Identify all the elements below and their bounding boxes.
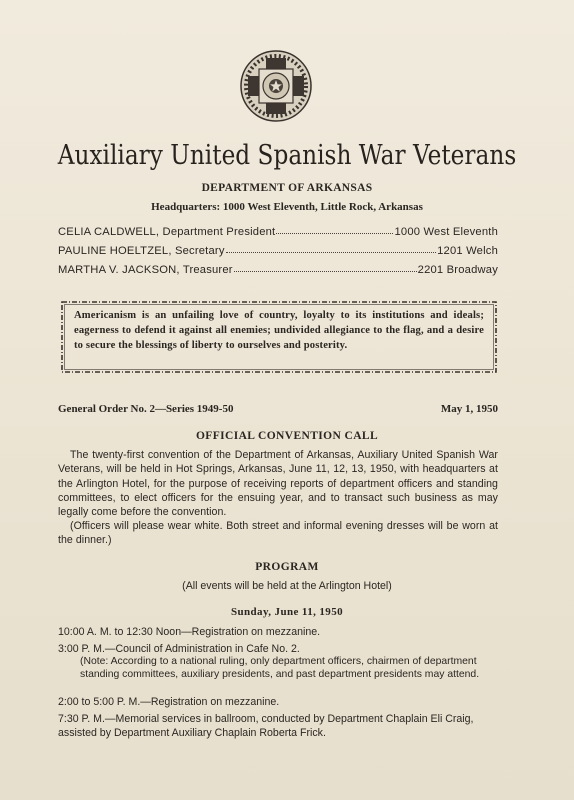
convention-paragraph: The twenty-first convention of the Department of Arkansas, Auxiliary United Spanish War Veterans, will be held in Hot Springs, Arkansas, June 11, 12, 13, 1950, with headquarters at the Arlington Hotel, for the purpose of receiving reports of department officers and standing committees, to elect officers for the ensuing year, and to transact such business as may legally come before the convention. (58, 449, 498, 519)
dot-leader (226, 245, 436, 253)
day-heading: Sunday, June 11, 1950 (230, 606, 344, 618)
general-order-date: May 1, 1950 (440, 403, 498, 415)
program-location-note: (All events will be held at the Arlington Hotel) (182, 580, 392, 592)
headquarters-address: Headquarters: 1000 West Eleventh, Little Rock, Arkansas (151, 201, 423, 213)
program-event: 10:00 A. M. to 12:30 Noon—Registration on mezzanine. (58, 626, 321, 638)
department-name: DEPARTMENT OF ARKANSAS (201, 182, 373, 194)
officer-address: 1201 Welch (437, 245, 498, 257)
americanism-creed-box (60, 300, 498, 374)
program-note: (Note: According to a national ruling, only department officers, chairmen of department standing committees, auxiliary presidents, and past department presidents may attend. (80, 656, 480, 680)
officer-name: MARTHA V. JACKSON, Treasurer (58, 264, 233, 276)
organization-title: Auxiliary United Spanish War Veterans (57, 140, 517, 171)
dot-leader (234, 264, 417, 272)
officer-name: PAULINE HOELTZEL, Secretary (58, 245, 225, 257)
general-order-number: General Order No. 2—Series 1949-50 (58, 403, 234, 415)
officer-address: 1000 West Eleventh (394, 226, 498, 238)
program-heading: PROGRAM (255, 561, 319, 573)
dress-code-paragraph: (Officers will please wear white. Both street and informal evening dresses will be worn at the dinner.) (58, 520, 498, 547)
officer-address: 2201 Broadway (417, 264, 498, 276)
veterans-auxiliary-emblem-icon (239, 49, 313, 123)
officer-name: CELIA CALDWELL, Department President (58, 226, 276, 238)
creed-text: Americanism is an unfailing love of country, loyalty to its institutions and ideals; eagerness to defend it against all enemies; undivided allegiance to the flag, and a desire to secure the blessings of liberty to ourselves and posterity. (74, 310, 484, 351)
officer-row (58, 226, 498, 238)
convention-heading: OFFICIAL CONVENTION CALL (195, 430, 379, 442)
program-event: 2:00 to 5:00 P. M.—Registration on mezzanine. (58, 696, 280, 708)
program-event: 7:30 P. M.—Memorial services in ballroom, conducted by Department Chaplain Eli Craig, assisted by Department Auxiliary Chaplain Roberta Frick. (58, 713, 474, 739)
dot-leader (276, 226, 393, 234)
officer-row (58, 264, 498, 276)
program-event: 3:00 P. M.—Council of Administration in Cafe No. 2. (58, 643, 300, 655)
officer-row (58, 245, 498, 257)
